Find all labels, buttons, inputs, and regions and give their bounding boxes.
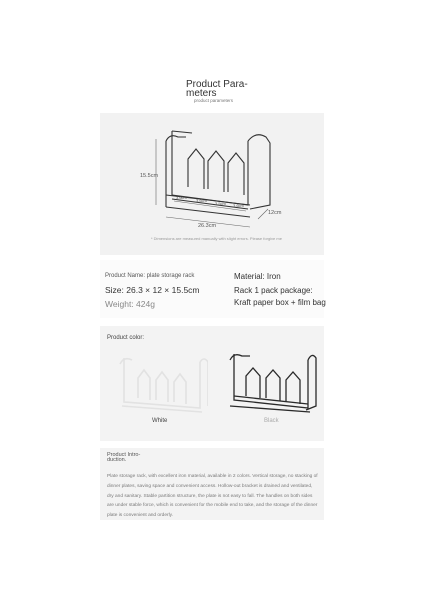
white-rack-image bbox=[116, 354, 208, 414]
rack-dimension-drawing bbox=[100, 113, 324, 255]
white-color-label: White bbox=[152, 418, 168, 424]
intro-heading bbox=[107, 453, 140, 463]
page-title bbox=[186, 80, 248, 98]
dimension-lines bbox=[156, 139, 268, 227]
product-package: Rack 1 pack package: bbox=[234, 286, 313, 295]
product-name: Product Name: plate storage rack bbox=[105, 273, 195, 279]
page-title-line2: meters bbox=[186, 88, 217, 99]
intro-heading-line2: duction. bbox=[107, 457, 127, 463]
gap-label-4: 3.6cm bbox=[233, 203, 244, 208]
page-title-line1: Product Para- bbox=[186, 79, 248, 90]
depth-label: 12cm bbox=[268, 210, 282, 216]
gap-label-2: 3.6cm bbox=[196, 198, 207, 203]
product-weight: Weight: 424g bbox=[105, 299, 155, 309]
height-label: 15.5cm bbox=[140, 173, 159, 179]
page-subtitle: product parameters bbox=[194, 98, 234, 103]
gap-label-1: 3.6cm bbox=[176, 195, 187, 200]
dimension-note: * Dimensions are measured manually with slight errors. Please forgive me bbox=[151, 236, 282, 241]
product-package-detail: Kraft paper box + film bag bbox=[234, 298, 326, 307]
width-label: 26.3cm bbox=[198, 223, 217, 229]
product-size: Size: 26.3 × 12 × 15.5cm bbox=[105, 285, 200, 295]
intro-body: Plate storage rack, with excellent iron material, available in 2 colors. Vertical storage, no stacking of dinner plates, saving space and convenient access. Hollow-out bracket is drained and ventilated, dry and sanitary. Stable partition structure, the plate is not easy to fall. The handles on both sides are under stable force, which is convenient for the mobile end to take, and the storage of the dinner plate is convenient and orderly. bbox=[107, 474, 318, 519]
black-rack-image bbox=[226, 350, 318, 414]
product-material: Material: Iron bbox=[234, 272, 281, 281]
black-color-label: Black bbox=[264, 418, 279, 424]
intro-heading-line1: Product Intro- bbox=[107, 452, 141, 458]
gap-label-3: 3.5cm bbox=[215, 201, 226, 206]
color-heading: Product color: bbox=[107, 335, 145, 341]
